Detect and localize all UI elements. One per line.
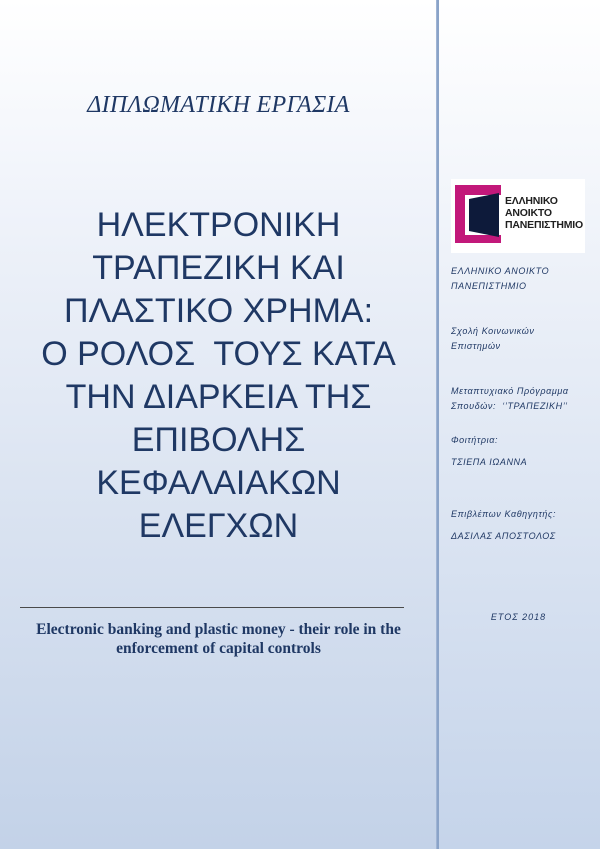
title-line: ΗΛΕΚΤΡΟΝΙΚΗ bbox=[96, 206, 341, 244]
title-divider bbox=[20, 607, 404, 608]
supervisor-name: ΔΑΣΙΛΑΣ ΑΠΟΣΤΟΛΟΣ bbox=[451, 531, 556, 541]
school-name bbox=[451, 324, 596, 354]
thesis-title bbox=[10, 204, 427, 548]
title-line: ΕΛΕΓΧΩΝ bbox=[138, 507, 299, 545]
supervisor-block bbox=[451, 507, 596, 544]
title-line: ΠΛΑΣΤΙΚΟ ΧΡΗΜΑ: bbox=[63, 292, 374, 330]
logo-line: ΕΛΛΗΝΙΚΟ bbox=[505, 195, 558, 207]
logo-line: ΑΝΟΙΚΤΟ bbox=[505, 207, 552, 219]
program-line: Σπουδών: ‘’ΤΡΑΠΕΖΙΚΗ’’ bbox=[451, 401, 568, 411]
school-line: Επιστημών bbox=[451, 341, 501, 351]
cover-sidebar bbox=[437, 0, 600, 849]
thesis-year: ΕΤΟΣ 2018 bbox=[490, 612, 547, 622]
university-logo bbox=[451, 179, 585, 253]
university-line: ΠΑΝΕΠΙΣΤΗΜΙΟ bbox=[451, 281, 527, 291]
title-line: ΕΠΙΒΟΛΗΣ bbox=[131, 421, 306, 459]
title-line: Ο ΡΟΛΟΣ ΤΟΥΣ ΚΑΤΑ bbox=[41, 335, 396, 373]
university-name bbox=[451, 264, 596, 294]
student-label: Φοιτήτρια: bbox=[451, 435, 499, 445]
logo-text bbox=[505, 195, 585, 231]
program-line: Μεταπτυχιακό Πρόγραμμα bbox=[451, 386, 569, 396]
title-line: ΤΗΝ ΔΙΑΡΚΕΙΑ ΤΗΣ bbox=[65, 378, 372, 416]
student-name: ΤΣΙΕΠΑ ΙΩΑΝΝΑ bbox=[451, 457, 528, 467]
student-block bbox=[451, 433, 596, 470]
english-title-line: Electronic banking and plastic money - their role in the bbox=[36, 621, 401, 638]
document-type: ΔΙΠΛΩΜΑΤΙΚΗ ΕΡΓΑΣΙΑ bbox=[87, 92, 350, 118]
title-line: ΚΕΦΑΛΑΙΑΚΩΝ bbox=[96, 464, 341, 502]
program-name bbox=[451, 384, 596, 414]
school-line: Σχολή Κοινωνικών bbox=[451, 326, 535, 336]
english-title bbox=[0, 620, 437, 658]
english-title-line: enforcement of capital controls bbox=[116, 640, 321, 657]
university-line: ΕΛΛΗΝΙΚΟ ΑΝΟΙΚΤΟ bbox=[451, 266, 550, 276]
title-line: ΤΡΑΠΕΖΙΚΗ ΚΑΙ bbox=[92, 249, 345, 287]
logo-line: ΠΑΝΕΠΙΣΤΗΜΙΟ bbox=[505, 219, 583, 231]
university-logo-icon bbox=[455, 185, 503, 243]
supervisor-label: Επιβλέπων Καθηγητής: bbox=[451, 509, 557, 519]
